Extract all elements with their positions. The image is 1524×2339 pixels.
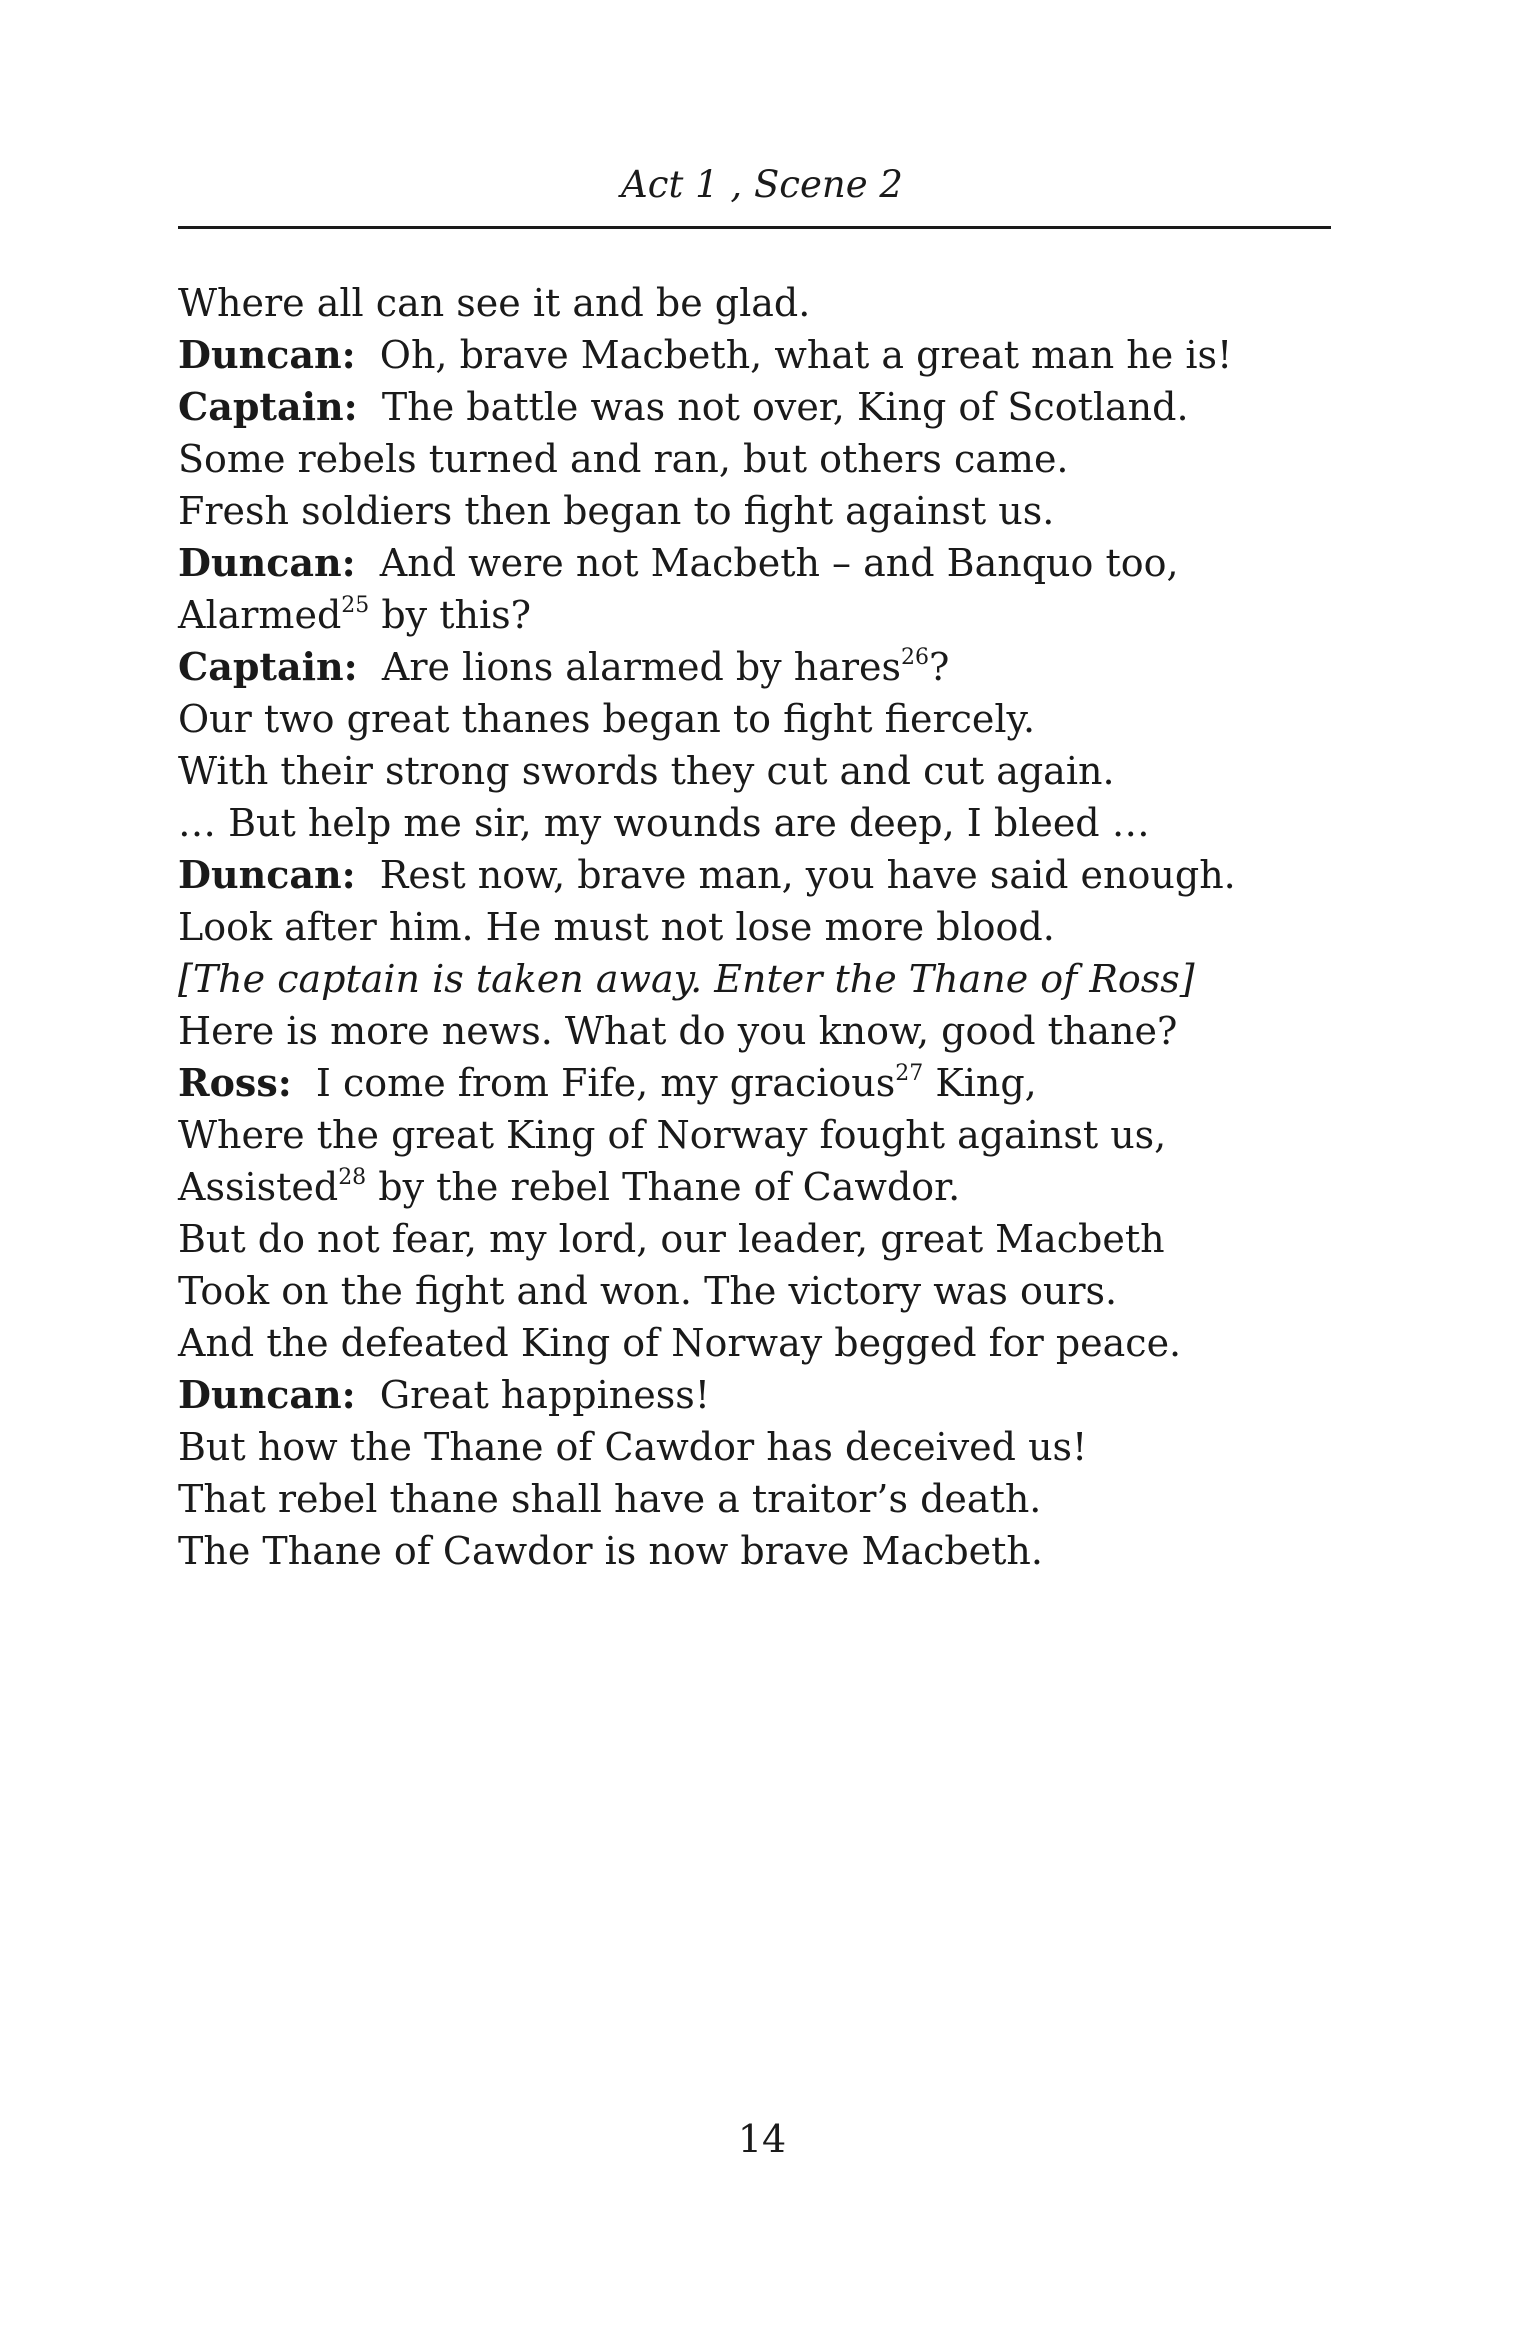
line-text: … But help me sir, my wounds are deep, I bleed … [178,801,1150,845]
text-line [178,433,1338,485]
line-text-continued: ? [929,645,950,689]
line-text: Fresh soldiers then began to fight against us. [178,489,1055,533]
text-line [178,641,1338,693]
line-text: But do not fear, my lord, our leader, great Macbeth [178,1217,1165,1261]
text-line [178,1265,1338,1317]
line-text: Alarmed [178,593,342,637]
line-text: Took on the fight and won. The victory was ours. [178,1269,1118,1313]
line-text: Look after him. He must not lose more blood. [178,905,1055,949]
line-text: Rest now, brave man, you have said enough. [379,853,1236,897]
text-line [178,1213,1338,1265]
footnote-marker: 27 [895,1061,924,1086]
line-text: With their strong swords they cut and cut again. [178,749,1115,793]
stage-direction [178,953,1338,1005]
text-line [178,1473,1338,1525]
text-line [178,693,1338,745]
line-text: Our two great thanes began to fight fiercely. [178,697,1036,741]
line-text-continued: by this? [369,593,531,637]
line-text: Assisted [178,1165,339,1209]
header-rule [178,226,1331,229]
text-line [178,589,1338,641]
text-line [178,901,1338,953]
text-line [178,745,1338,797]
text-line [178,277,1338,329]
text-line [178,537,1338,589]
line-text: The Thane of Cawdor is now brave Macbeth. [178,1529,1043,1573]
text-line [178,329,1338,381]
text-line [178,797,1338,849]
line-text-continued: by the rebel Thane of Cawdor. [366,1165,961,1209]
text-line [178,1161,1338,1213]
text-line [178,1005,1338,1057]
text-line [178,849,1338,901]
line-text: That rebel thane shall have a traitor’s death. [178,1477,1042,1521]
line-text: Great happiness! [379,1373,710,1417]
play-text [178,277,1338,1577]
speaker-name: Duncan: [178,852,356,897]
line-text: The battle was not over, King of Scotland. [381,385,1189,429]
line-text: And were not Macbeth – and Banquo too, [379,541,1179,585]
line-text: Some rebels turned and ran, but others came. [178,437,1069,481]
line-text: Here is more news. What do you know, good thane? [178,1009,1178,1053]
footnote-marker: 25 [341,593,370,618]
text-line [178,1421,1338,1473]
line-text: And the defeated King of Norway begged for peace. [178,1321,1182,1365]
line-text: I come from Fife, my gracious [315,1061,896,1105]
footnote-marker: 28 [338,1165,367,1190]
line-text: Where the great King of Norway fought against us, [178,1113,1167,1157]
running-head: Act 1 , Scene 2 [621,163,903,206]
line-text-continued: King, [923,1061,1037,1105]
text-line [178,485,1338,537]
text-line [178,1057,1338,1109]
text-line [178,1369,1338,1421]
line-text: Are lions alarmed by hares [381,645,901,689]
text-line [178,1317,1338,1369]
speaker-name: Ross: [178,1060,292,1105]
speaker-name: Captain: [178,644,358,689]
line-text: Oh, brave Macbeth, what a great man he is! [379,333,1233,377]
line-text: Where all can see it and be glad. [178,281,811,325]
line-text: But how the Thane of Cawdor has deceived us! [178,1425,1088,1469]
speaker-name: Captain: [178,384,358,429]
text-line [178,1109,1338,1161]
footnote-marker: 26 [901,645,929,670]
text-line [178,1525,1338,1577]
speaker-name: Duncan: [178,540,356,585]
line-text: [The captain is taken away. Enter the Thane of Ross] [178,957,1195,1001]
speaker-name: Duncan: [178,332,356,377]
page-number: 14 [737,2117,787,2161]
text-line [178,381,1338,433]
speaker-name: Duncan: [178,1372,356,1417]
